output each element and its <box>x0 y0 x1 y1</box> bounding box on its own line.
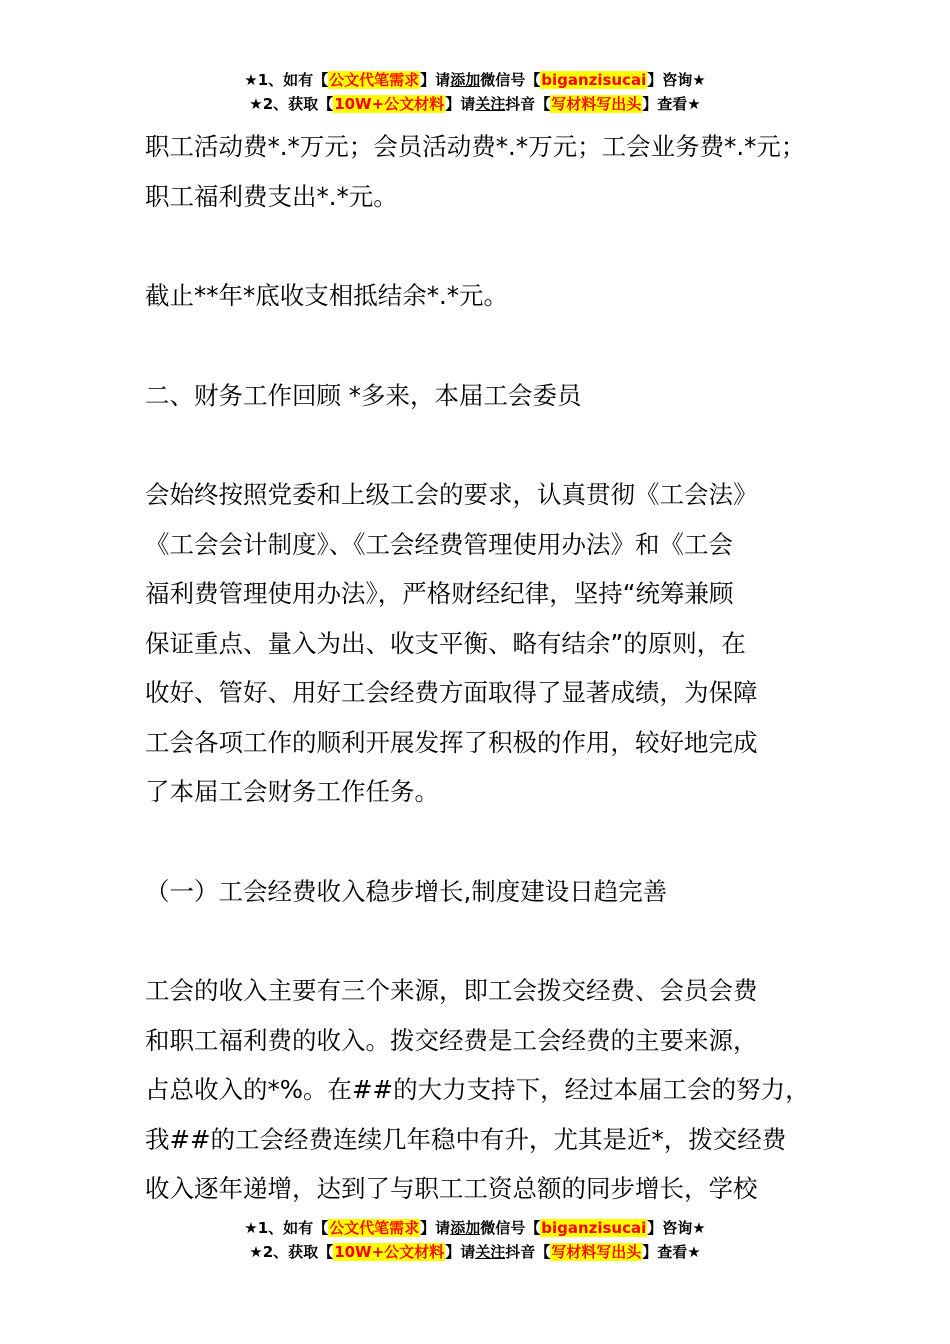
body-line: 职工福利费支出*.*元。 <box>145 181 398 211</box>
banner-text: 】请 <box>445 95 476 113</box>
body-line: 收好、管好、用好工会经费方面取得了显著成绩，为保障 <box>145 678 758 707</box>
document-body <box>145 122 835 1214</box>
highlight-douyin-account: 写材料写出头 <box>551 1243 642 1261</box>
subsection-heading: （一）工会经费收入稳步增长,制度建设日趋完善 <box>145 876 668 906</box>
body-line: 我##的工会经费连续几年稳中有升，尤其是近*，拨交经费 <box>145 1124 787 1154</box>
highlight-douyin-account: 写材料写出头 <box>551 95 642 113</box>
body-line: 工会的收入主要有三个来源，即工会拨交经费、会员会费 <box>145 976 758 1005</box>
banner-line-2 <box>0 92 950 116</box>
banner-text: 】咨询★ <box>647 71 706 89</box>
highlight-materials: 10W+公文材料 <box>334 95 445 113</box>
banner-text: ★1、如有【 <box>244 71 329 89</box>
header-banner <box>0 68 950 116</box>
banner-text: 抖音【 <box>505 1243 551 1261</box>
section-heading: 二、财务工作回顾 *多来，本届工会委员 <box>145 380 582 410</box>
banner-line-1 <box>0 68 950 92</box>
body-line: 《工会会计制度》、《工会经费管理使用办法》和《工会 <box>145 529 733 559</box>
body-line: 占总收入的*%。在##的大力支持下，经过本届工会的努力， <box>145 1075 810 1104</box>
banner-text: 微信号【 <box>480 1219 541 1237</box>
banner-text: 】请 <box>420 1219 451 1237</box>
highlight-service: 公文代笔需求 <box>329 71 420 89</box>
body-line: 收入逐年递增，达到了与职工工资总额的同步增长，学校 <box>145 1174 758 1203</box>
body-line: 保证重点、量入为出、收支平衡、略有结余”的原则，在 <box>145 628 746 658</box>
banner-text: 】查看★ <box>642 1243 701 1261</box>
body-line: 截止**年*底收支相抵结余*.*元。 <box>145 281 509 310</box>
footer-banner <box>0 1216 950 1264</box>
banner-text: 】请 <box>420 71 451 89</box>
banner-underlined: 关注 <box>475 95 506 113</box>
banner-text: ★1、如有【 <box>244 1219 329 1237</box>
body-line: 福利费管理使用办法》，严格财经纪律，坚持“统筹兼顾 <box>145 579 734 608</box>
banner-underlined: 添加 <box>450 1219 481 1237</box>
highlight-wechat-id: biganzisucai <box>541 71 647 89</box>
banner-underlined: 添加 <box>450 71 481 89</box>
banner-text: 微信号【 <box>480 71 541 89</box>
banner-text: ★2、获取【 <box>249 1243 334 1261</box>
body-line: 和职工福利费的收入。拨交经费是工会经费的主要来源， <box>145 1025 758 1055</box>
banner-text: ★2、获取【 <box>249 95 334 113</box>
body-line: 工会各项工作的顺利开展发挥了积极的作用，较好地完成 <box>145 727 758 757</box>
banner-line-2 <box>0 1240 950 1264</box>
highlight-materials: 10W+公文材料 <box>334 1243 445 1261</box>
body-line: 职工活动费*.*万元；会员活动费*.*万元；工会业务费*.*元； <box>145 132 806 161</box>
banner-text: 】查看★ <box>642 95 701 113</box>
body-line: 会始终按照党委和上级工会的要求，认真贯彻《工会法》 <box>145 480 758 509</box>
body-line: 了本届工会财务工作任务。 <box>145 777 439 806</box>
banner-text: 】请 <box>445 1243 476 1261</box>
banner-text: 】咨询★ <box>647 1219 706 1237</box>
highlight-service: 公文代笔需求 <box>329 1219 420 1237</box>
banner-line-1 <box>0 1216 950 1240</box>
highlight-wechat-id: biganzisucai <box>541 1219 647 1237</box>
banner-underlined: 关注 <box>475 1243 506 1261</box>
banner-text: 抖音【 <box>505 95 551 113</box>
